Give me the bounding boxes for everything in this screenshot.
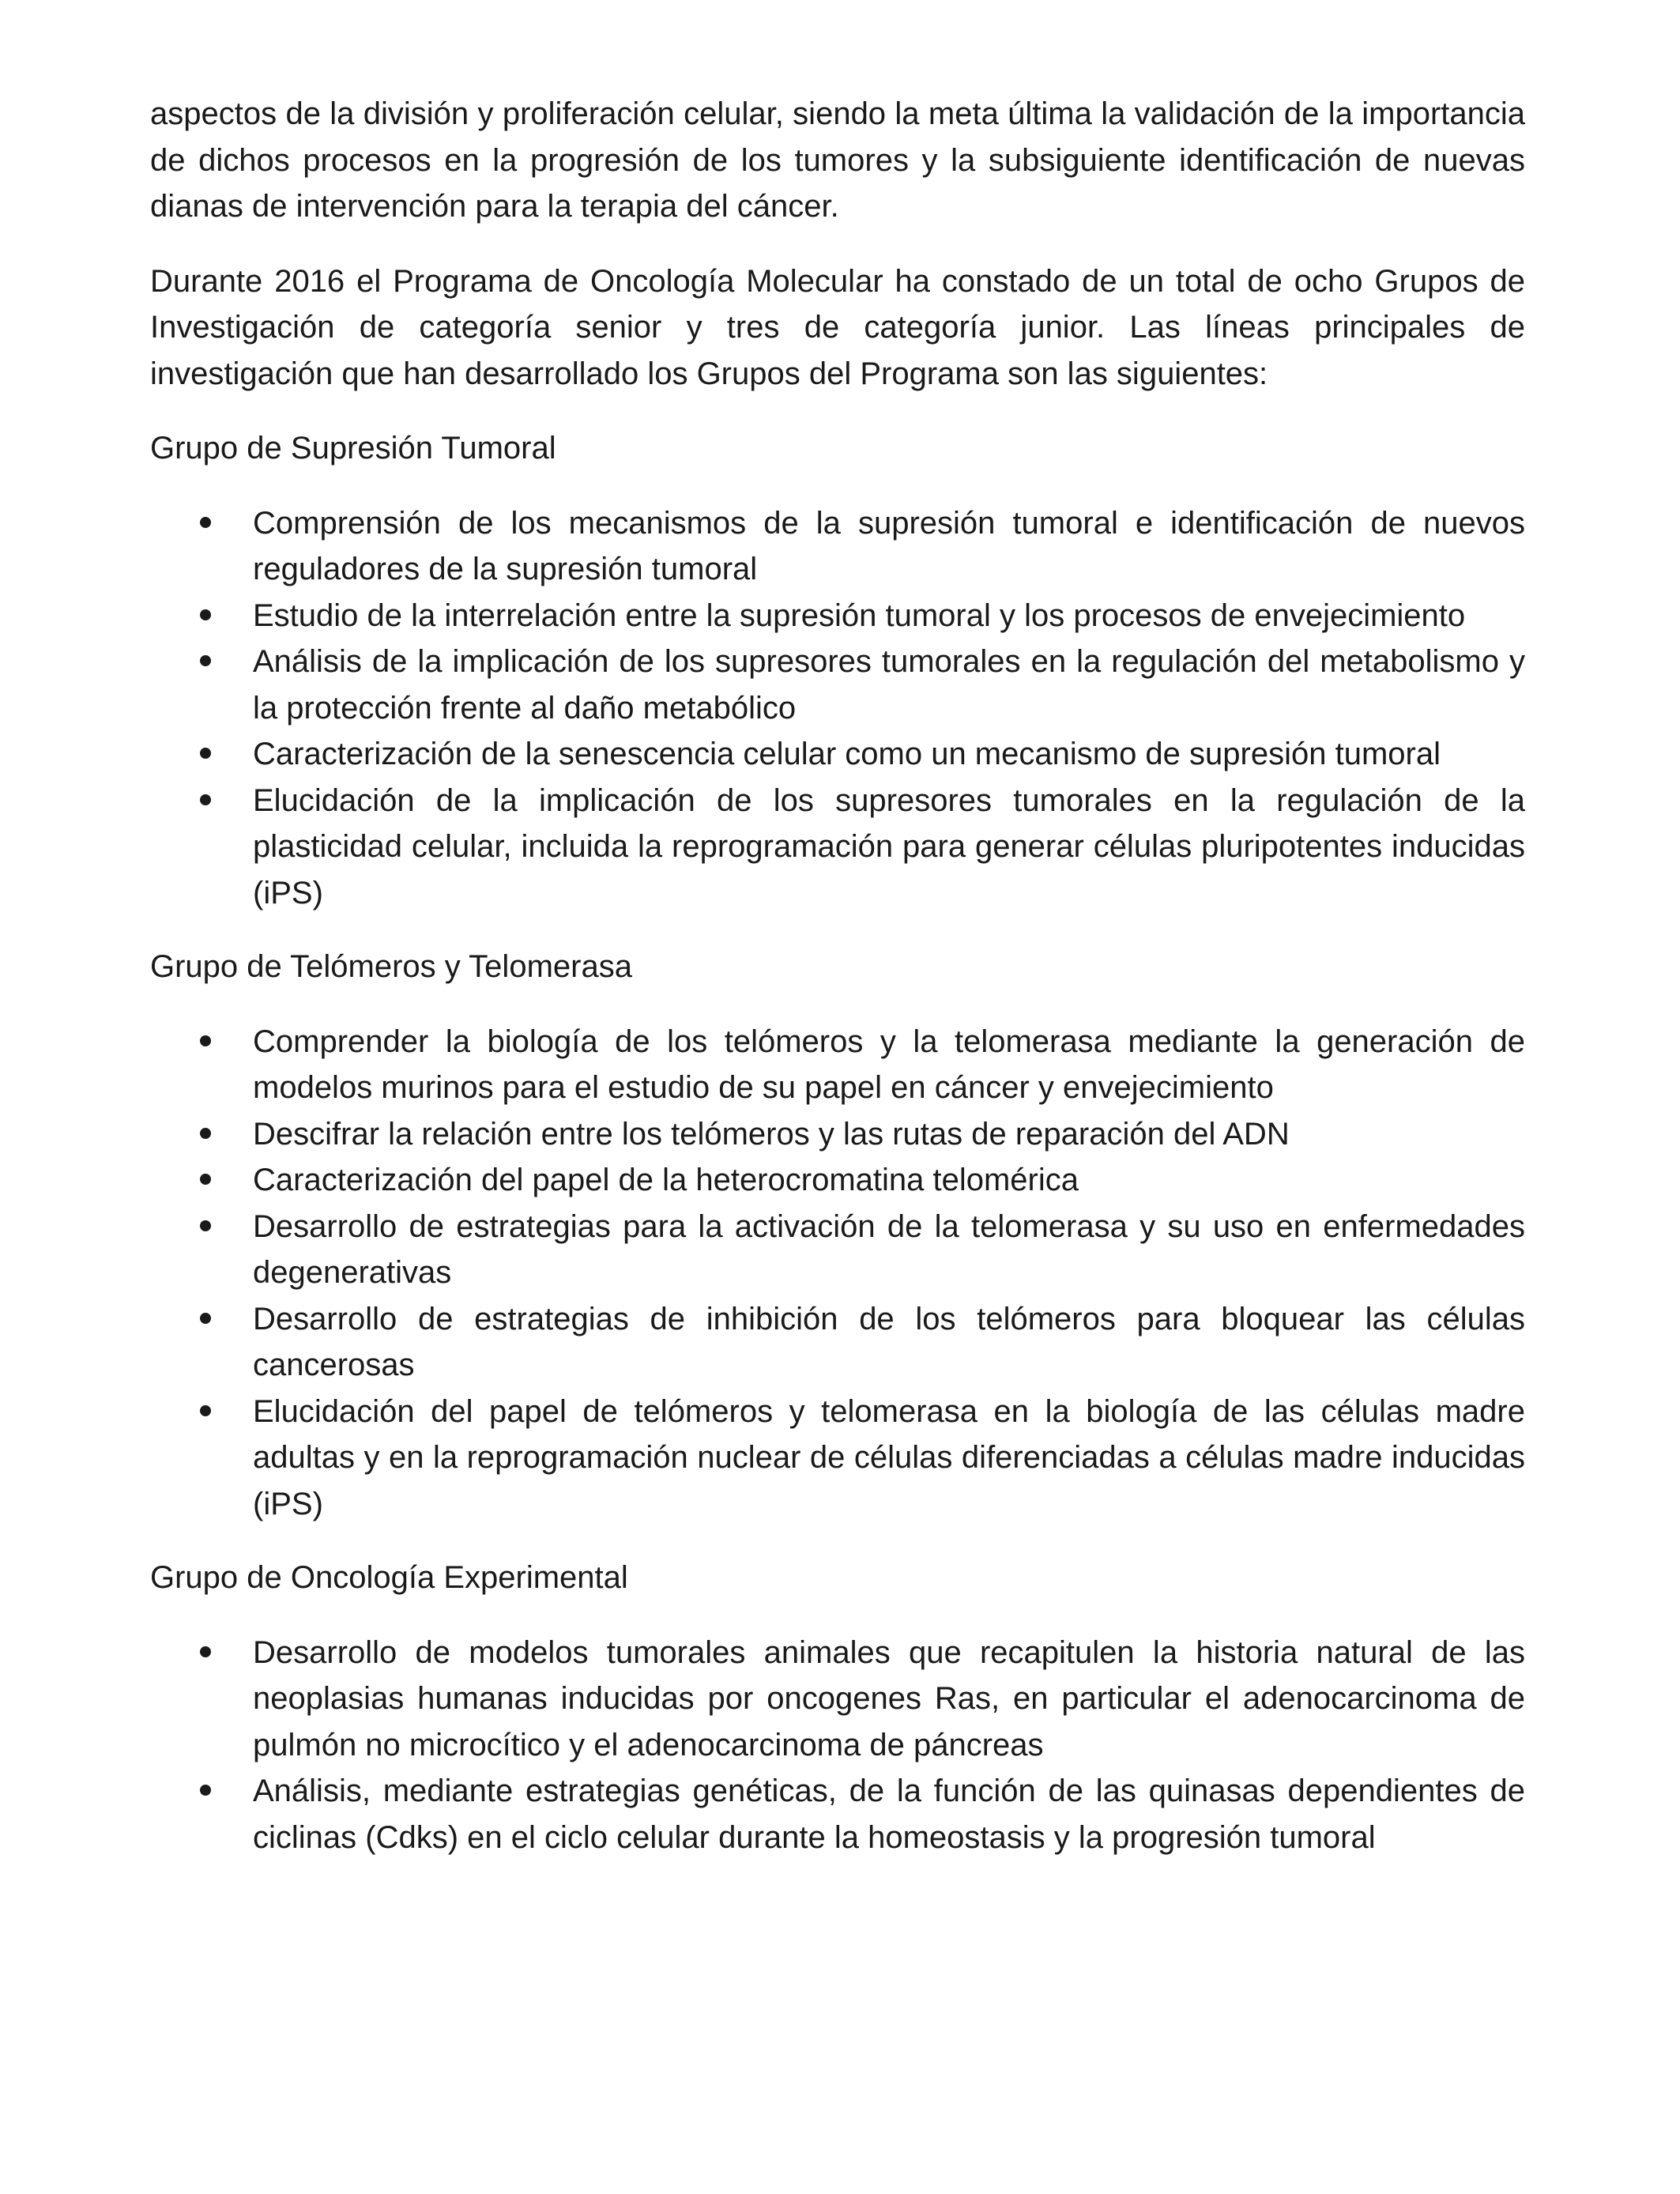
list-item-text: Desarrollo de modelos tumorales animales que recapitulen la historia natural de las neoplasias humanas inducidas por oncogenes Ras, en particular el adenocarcinoma de pulmón no microcítico y el adenocarcinoma de páncreas bbox=[253, 1634, 1525, 1762]
bullet-icon bbox=[200, 1128, 211, 1139]
group-heading: Grupo de Supresión Tumoral bbox=[150, 431, 556, 466]
group-heading: Grupo de Telómeros y Telomerasa bbox=[150, 949, 632, 984]
list-item bbox=[150, 778, 1525, 917]
list-item-text: Desarrollo de estrategias de inhibición de los telómeros para bloquear las células cancerosas bbox=[253, 1301, 1525, 1382]
bullet-icon bbox=[200, 1035, 211, 1046]
list-item bbox=[150, 500, 1525, 593]
list-item-text: Análisis, mediante estrategias genéticas, de la función de las quinasas dependientes de ciclinas (Cdks) en el ciclo celular durante la homeostasis y la progresión tumoral bbox=[253, 1774, 1525, 1855]
list-item-text: Comprensión de los mecanismos de la supresión tumoral e identificación de nuevos reguladores de la supresión tumoral bbox=[253, 505, 1525, 586]
bullet-list bbox=[150, 500, 1525, 917]
group-section-telomeros bbox=[150, 944, 1525, 1527]
bullet-icon bbox=[200, 1646, 211, 1657]
list-item bbox=[150, 639, 1525, 731]
bullet-icon bbox=[200, 655, 211, 666]
list-item bbox=[150, 1157, 1525, 1204]
list-item-text: Descifrar la relación entre los telómeros y las rutas de reparación del ADN bbox=[253, 1116, 1290, 1152]
list-item bbox=[150, 1204, 1525, 1296]
list-item bbox=[150, 1296, 1525, 1389]
bullet-list bbox=[150, 1630, 1525, 1861]
bullet-icon bbox=[200, 1785, 211, 1796]
bullet-icon bbox=[200, 748, 211, 759]
list-item-text: Elucidación del papel de telómeros y telomerasa en la biología de las células madre adultas y en la reprogramación nuclear de células diferenciadas a células madre inducidas (iPS) bbox=[253, 1393, 1525, 1521]
list-item-text: Análisis de la implicación de los supresores tumorales en la regulación del metabolismo y la protección frente al daño metabólico bbox=[253, 644, 1525, 726]
bullet-icon bbox=[200, 794, 211, 805]
list-item bbox=[150, 731, 1525, 778]
group-section-oncologia-experimental bbox=[150, 1555, 1525, 1860]
bullet-icon bbox=[200, 1174, 211, 1185]
group-section-supresion-tumoral bbox=[150, 425, 1525, 916]
list-item-text: Comprender la biología de los telómeros y la telomerasa mediante la generación de modelos murinos para el estudio de su papel en cáncer y envejecimiento bbox=[253, 1023, 1525, 1105]
list-item bbox=[150, 1389, 1525, 1528]
intro-paragraph: Durante 2016 el Programa de Oncología Molecular ha constado de un total de ocho Grupos de Investigación de categoría senior y tres de categoría junior. Las líneas principales de investigación que han desarrollado los Grupos del Programa son las siguientes: bbox=[150, 263, 1525, 391]
list-item bbox=[150, 593, 1525, 639]
list-item-text: Estudio de la interrelación entre la supresión tumoral y los procesos de envejecimiento bbox=[253, 598, 1466, 633]
list-item bbox=[150, 1768, 1525, 1860]
bullet-icon bbox=[200, 609, 211, 620]
list-item-text: Caracterización del papel de la heterocromatina telomérica bbox=[253, 1163, 1079, 1197]
bullet-icon bbox=[200, 1405, 211, 1416]
bullet-icon bbox=[200, 1313, 211, 1324]
group-heading: Grupo de Oncología Experimental bbox=[150, 1560, 628, 1595]
list-item-text: Desarrollo de estrategias para la activación de la telomerasa y su uso en enfermedades degenerativas bbox=[253, 1208, 1525, 1290]
bullet-icon bbox=[200, 1220, 211, 1231]
document-page bbox=[150, 91, 1525, 1888]
list-item-text: Caracterización de la senescencia celular como un mecanismo de supresión tumoral bbox=[253, 737, 1441, 771]
list-item bbox=[150, 1019, 1525, 1111]
list-item bbox=[150, 1630, 1525, 1769]
list-item bbox=[150, 1111, 1525, 1158]
intro-paragraph: aspectos de la división y proliferación celular, siendo la meta última la validación de la importancia de dichos procesos en la progresión de los tumores y la subsiguiente identificación de nuevas dianas de intervención para la terapia del cáncer. bbox=[150, 96, 1525, 224]
bullet-list bbox=[150, 1019, 1525, 1528]
list-item-text: Elucidación de la implicación de los supresores tumorales en la regulación de la plasticidad celular, incluida la reprogramación para generar células pluripotentes inducidas (iPS) bbox=[253, 782, 1525, 910]
bullet-icon bbox=[200, 517, 211, 528]
